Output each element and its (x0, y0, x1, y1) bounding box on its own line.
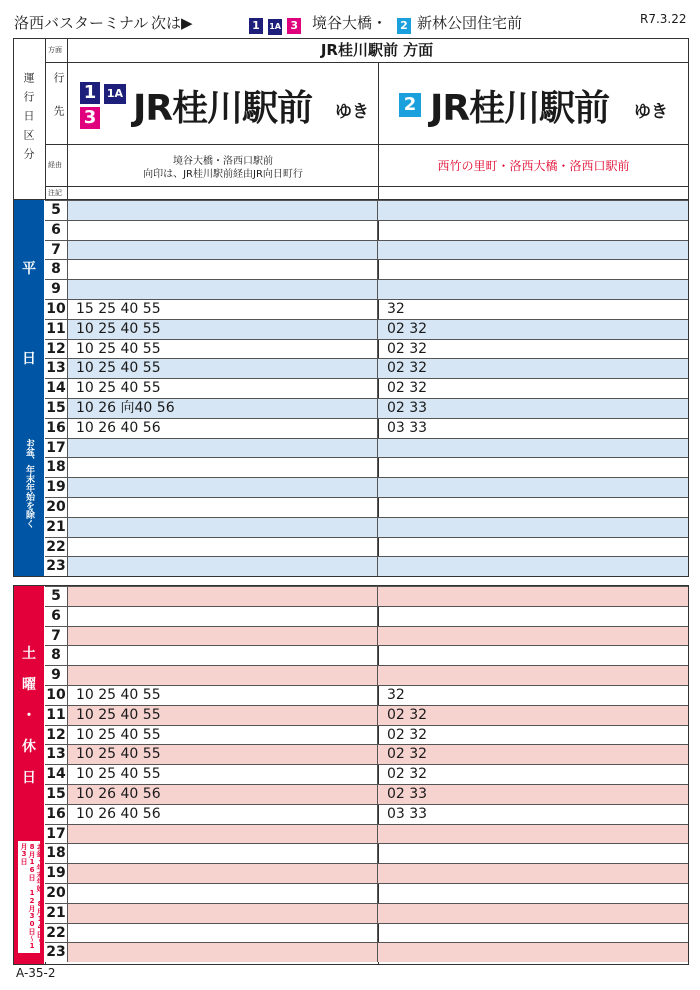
via-label: 経由 (48, 161, 62, 169)
grid-line (45, 62, 688, 63)
grid-line (377, 241, 378, 260)
table-row (45, 279, 688, 299)
departure-times-col2: 02 32 (387, 340, 428, 357)
departure-times-col2: 02 32 (387, 380, 428, 397)
table-row (45, 339, 688, 359)
hour-cell: 17 (45, 825, 68, 844)
table-row (45, 299, 688, 319)
departure-times-col2: 32 (387, 687, 405, 703)
hour-cell: 14 (45, 765, 68, 784)
table-row (45, 457, 688, 477)
table-row (45, 586, 688, 606)
hour-cell: 9 (45, 666, 68, 685)
table-row (45, 200, 688, 220)
table-row (45, 606, 688, 626)
direction-label: 方面 (48, 46, 62, 54)
hour-cell: 23 (45, 943, 68, 962)
table-row (45, 725, 688, 745)
holiday-char: 日 (22, 770, 36, 786)
table-row (45, 705, 688, 725)
sheet-code: A-35-2 (16, 966, 56, 980)
departure-times-col2: 02 32 (387, 706, 428, 723)
table-row (45, 240, 688, 260)
table-row (45, 883, 688, 903)
table-row (45, 685, 688, 705)
departure-times-col1: 10 26 40 56 (76, 419, 161, 436)
hour-cell: 22 (45, 538, 68, 557)
hour-cell: 17 (45, 439, 68, 458)
grid-line (377, 359, 378, 378)
route-badge-3: 3 (80, 107, 100, 129)
hour-cell: 6 (45, 607, 68, 626)
departure-times-col1: 10 25 40 55 (76, 706, 161, 723)
grid-line (377, 706, 378, 725)
hour-cell: 18 (45, 844, 68, 863)
route-badges (249, 14, 301, 35)
departure-times-col2: 02 32 (387, 766, 428, 783)
hour-cell: 5 (45, 587, 68, 606)
table-row (45, 477, 688, 497)
hour-cell: 16 (45, 419, 68, 438)
grid-line (377, 518, 378, 537)
departure-times-col1: 10 25 40 55 (76, 726, 161, 743)
weekday-note: お盆、年末年始を除く (24, 438, 34, 528)
table-row (45, 744, 688, 764)
hour-cell: 9 (45, 280, 68, 299)
table-row (45, 537, 688, 557)
table-row (45, 804, 688, 824)
grid-line (377, 557, 378, 576)
hour-cell: 7 (45, 627, 68, 646)
table-row (45, 764, 688, 784)
table-row (45, 220, 688, 240)
holiday-note: お盆・年末年始 8月14日〜8月16日 12月30日〜1月3日 (20, 843, 44, 950)
table-row (45, 843, 688, 863)
grid-line (377, 221, 378, 240)
grid-line (377, 666, 378, 685)
holiday-note-box (18, 841, 44, 953)
hour-cell: 13 (45, 359, 68, 378)
table-row (45, 438, 688, 458)
hour-cell: 12 (45, 726, 68, 745)
departure-times-col1: 10 25 40 55 (76, 360, 161, 377)
table-row (45, 517, 688, 537)
grid-line (377, 201, 378, 220)
hour-cell: 20 (45, 498, 68, 517)
hour-cell: 11 (45, 706, 68, 725)
departure-times-col1: 10 25 40 55 (76, 340, 161, 357)
hour-cell: 16 (45, 805, 68, 824)
grid-line (377, 280, 378, 299)
hour-cell: 13 (45, 745, 68, 764)
table-row (45, 319, 688, 339)
operation-category-label: 運行日区分 (22, 72, 35, 167)
departure-times-col1: 10 25 40 55 (76, 380, 161, 397)
grid-line (377, 587, 378, 606)
grid-line (377, 439, 378, 458)
destination-name: JR桂川駅前 (133, 88, 313, 129)
hour-cell: 14 (45, 379, 68, 398)
hour-cell: 15 (45, 399, 68, 418)
destination-name: JR桂川駅前 (430, 88, 610, 129)
grid-line (377, 844, 378, 863)
grid-line (377, 320, 378, 339)
route-badge-1a: 1A (268, 19, 282, 35)
hour-cell: 12 (45, 340, 68, 359)
grid-line (377, 686, 378, 705)
weekday-band (14, 200, 44, 576)
holiday-char: 休 (22, 739, 36, 755)
departure-times-col1: 10 26 40 56 (76, 805, 161, 822)
table-row (45, 903, 688, 923)
table-row (45, 626, 688, 646)
holiday-band (14, 586, 44, 964)
departure-times-col2: 02 33 (387, 400, 428, 416)
hour-cell: 21 (45, 904, 68, 923)
table-row (45, 398, 688, 418)
grid-line (377, 943, 378, 962)
grid-line (377, 399, 378, 418)
grid-line (377, 379, 378, 398)
hour-cell: 8 (45, 646, 68, 665)
hour-cell: 22 (45, 924, 68, 943)
table-row (45, 259, 688, 279)
hour-cell: 8 (45, 260, 68, 279)
grid-line (377, 538, 378, 557)
grid-line (377, 924, 378, 943)
hour-cell: 19 (45, 478, 68, 497)
table-row (45, 418, 688, 438)
table-row (45, 556, 688, 576)
departure-times-col1: 10 25 40 55 (76, 320, 161, 337)
table-row (45, 824, 688, 844)
table-row (45, 358, 688, 378)
departure-times-col2: 03 33 (387, 805, 428, 822)
departure-times-col1: 10 26 40 56 (76, 786, 161, 802)
grid-line (377, 419, 378, 438)
grid-line (377, 825, 378, 844)
table-row (45, 665, 688, 685)
grid-line (45, 186, 688, 187)
hour-cell: 21 (45, 518, 68, 537)
hour-cell: 5 (45, 201, 68, 220)
terminal-name: 洛西バスターミナル (14, 14, 149, 32)
destination-label: 行先 (52, 72, 65, 138)
hour-cell: 6 (45, 221, 68, 240)
grid-line (377, 300, 378, 319)
table-row (45, 645, 688, 665)
grid-line (377, 478, 378, 497)
hour-cell: 7 (45, 241, 68, 260)
note-label: 注記 (48, 189, 62, 197)
departure-times-col2: 02 33 (387, 786, 428, 802)
hour-cell: 15 (45, 785, 68, 804)
departure-times-col1: 10 25 40 55 (76, 687, 161, 703)
route-badge-1: 1 (249, 18, 263, 34)
grid-line (377, 340, 378, 359)
grid-line (377, 607, 378, 626)
departure-times-col2: 02 32 (387, 726, 428, 743)
next-stop-b: 新林公団住宅前 (417, 14, 523, 32)
route-badge-2: 2 (399, 93, 421, 117)
table-row (45, 784, 688, 804)
departure-times-col2: 32 (387, 301, 405, 317)
route-badge-1: 1 (80, 82, 100, 104)
weekday-char: 平 (22, 261, 36, 277)
grid-line (377, 745, 378, 764)
grid-line (377, 805, 378, 824)
departure-times-col1: 10 25 40 55 (76, 746, 161, 763)
grid-line (377, 260, 378, 279)
departure-times-col1: 15 25 40 55 (76, 301, 161, 317)
via-stops: 境谷大橋・洛西口駅前 (173, 156, 273, 167)
grid-line (377, 904, 378, 923)
grid-line (377, 498, 378, 517)
next-stop-label: 次は▶ (151, 14, 193, 32)
holiday-char: 土 (22, 646, 36, 662)
grid-line (45, 144, 688, 145)
hour-cell: 11 (45, 320, 68, 339)
table-row (45, 942, 688, 962)
grid-line (377, 864, 378, 883)
route-badge-3: 3 (287, 18, 301, 34)
table-row (45, 923, 688, 943)
grid-line (377, 627, 378, 646)
hour-cell: 20 (45, 884, 68, 903)
next-stop-a: 境谷大橋・ (312, 14, 388, 32)
grid-line (377, 884, 378, 903)
grid-line (377, 785, 378, 804)
revision-date: R7.3.22 (640, 12, 687, 26)
departure-times-col2: 02 32 (387, 360, 428, 377)
table-row (45, 497, 688, 517)
grid-line (377, 765, 378, 784)
departure-times-col2: 02 32 (387, 746, 428, 763)
destination-suffix: ゆき (335, 102, 369, 122)
holiday-char: ・ (22, 708, 36, 724)
hour-cell: 10 (45, 686, 68, 705)
departure-times-col2: 03 33 (387, 419, 428, 436)
hour-cell: 10 (45, 300, 68, 319)
weekday-char: 日 (22, 351, 36, 367)
departure-times-col1: 10 26 向40 56 (76, 400, 175, 416)
hour-cell: 18 (45, 458, 68, 477)
hour-cell: 23 (45, 557, 68, 576)
hour-cell: 19 (45, 864, 68, 883)
grid-line (377, 726, 378, 745)
direction-title: JR桂川駅前 方面 (320, 41, 434, 59)
route-badge-1a: 1A (104, 84, 126, 104)
departure-times-col2: 02 32 (387, 320, 428, 337)
table-row (45, 378, 688, 398)
destination-suffix: ゆき (634, 102, 668, 122)
grid-line (377, 458, 378, 477)
via-note: 向印は、JR桂川駅前経由JR向日町行 (143, 169, 303, 180)
grid-line (377, 646, 378, 665)
table-row (45, 863, 688, 883)
holiday-char: 曜 (22, 677, 36, 693)
via-stops: 西竹の里町・洛西大橋・洛西口駅前 (437, 159, 630, 173)
route-badge-2: 2 (397, 14, 411, 34)
departure-times-col1: 10 25 40 55 (76, 766, 161, 783)
